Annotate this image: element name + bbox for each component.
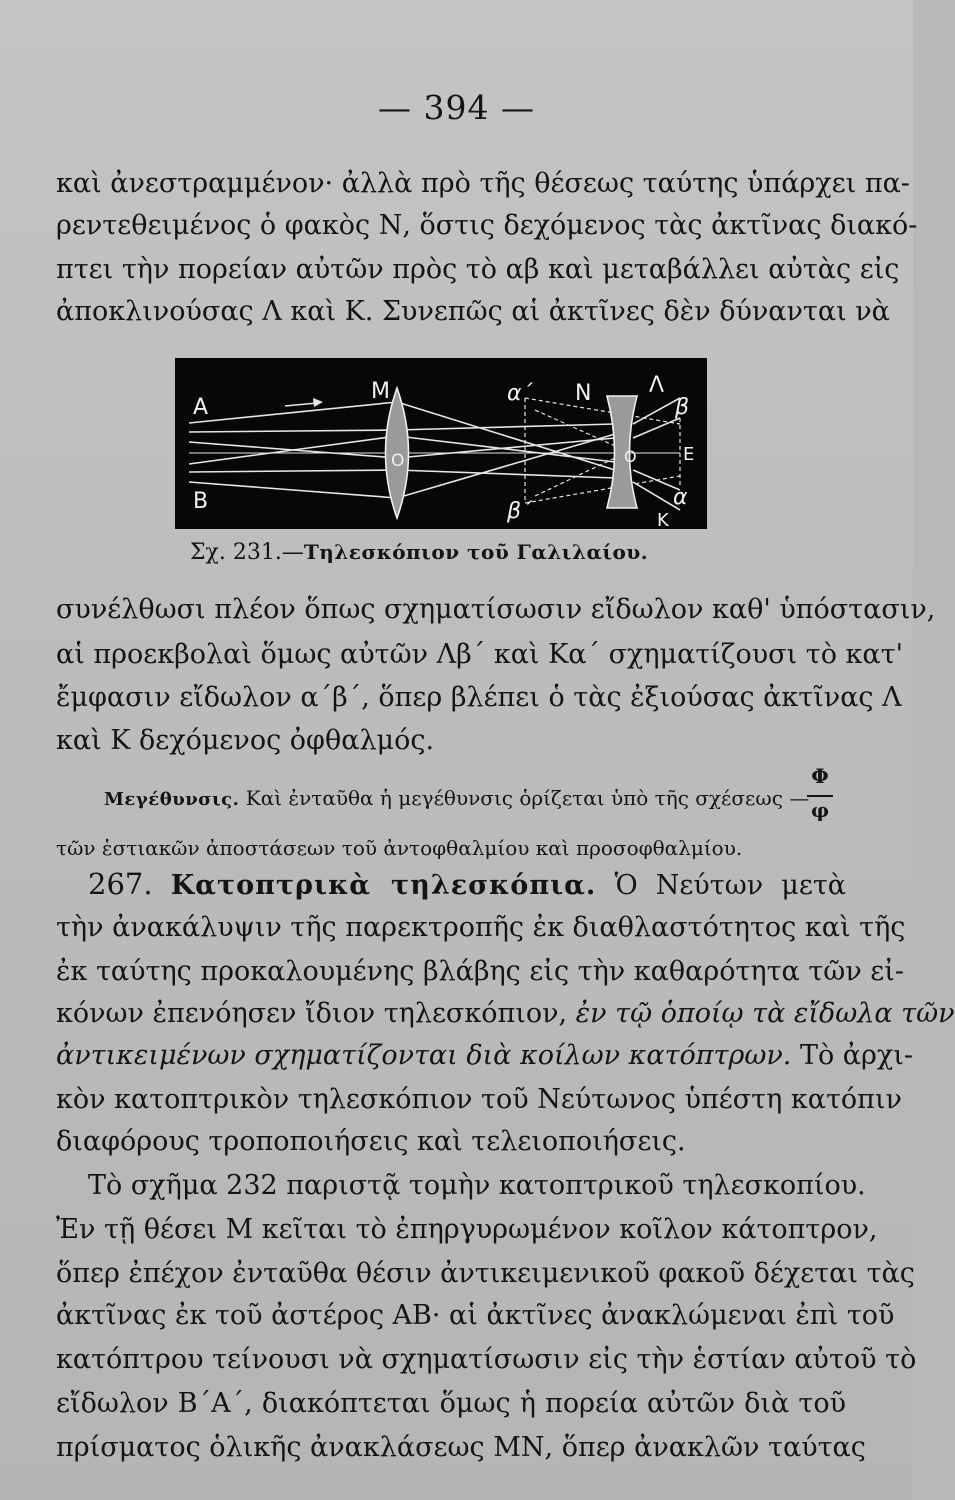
caption-title: Τηλεσκόπιον τοῦ Γαλιλαίου.	[303, 540, 649, 564]
label-a: A	[193, 395, 209, 420]
caption-number: Σχ. 231.—	[190, 540, 304, 565]
fraction-denominator: φ	[810, 798, 830, 822]
focal-ratio-fraction	[805, 764, 835, 828]
text-run: κόνων ἐπενόησεν ἴδιον τηλεσκόπιον,	[56, 998, 568, 1029]
ray-diagram	[175, 358, 707, 529]
text-line: ἐκ ταύτης προκαλουμένης βλάβης εἰς τὴν καθαρότητα τῶν εἰ-	[56, 956, 905, 987]
label-beta: β	[675, 395, 690, 420]
text-line: κὸν κατοπτρικὸν τηλεσκόπιον τοῦ Νεύτωνος ὑπέστη κατόπιν	[56, 1084, 902, 1115]
section-first-line: Ὁ Νεύτων μετὰ	[614, 870, 846, 901]
magnification-line	[104, 780, 810, 818]
section-heading-line	[88, 866, 846, 904]
text-line: κατόπτρου τείνουσι νὰ σχηματίσωσιν εἰς τὴν ἑστίαν αὐτοῦ τὸ	[56, 1344, 917, 1375]
text-line	[56, 1038, 913, 1074]
label-lambda: Λ	[649, 373, 665, 398]
ray	[397, 402, 615, 470]
ray	[189, 482, 397, 498]
text-line: ρεντεθειμένος ὁ φακὸς Ν, ὅστις δεχόμενος τὰς ἀκτῖνας διακό-	[56, 210, 918, 241]
page-number: — 394 —	[378, 88, 535, 127]
ray	[397, 434, 615, 498]
section-number: 267.	[88, 867, 153, 901]
text-line: εἴδωλον Β΄Α΄, διακόπτεται ὅμως ἡ πορεία αὐτῶν διὰ τοῦ	[56, 1388, 846, 1419]
text-line: συνέλθωσι πλέον ὅπως σχηματίσωσιν εἴδωλον καθ' ὑπόστασιν,	[56, 594, 936, 625]
label-b-prime: β΄	[507, 499, 533, 524]
projection-line	[535, 410, 615, 446]
magnification-text: Καὶ ἐνταῦθα ἡ μεγέθυνσις ὁρίζεται ὑπὸ τῆς σχέσεως —	[245, 786, 810, 810]
label-alpha: α	[673, 485, 688, 510]
text-line: πρίσματος ὁλικῆς ἀνακλάσεως ΜΝ, ὅπερ ἀνακλῶν ταύτας	[56, 1432, 866, 1463]
label-m: M	[371, 379, 390, 404]
label-a-prime: α΄	[507, 381, 533, 406]
text-line: ἔμφασιν εἴδωλον α΄β΄, ὅπερ βλέπει ὁ τὰς ἐξιούσας ἀκτῖνας Λ	[56, 682, 902, 713]
ray	[397, 424, 615, 430]
text-line: ὅπερ ἐπέχον ἐνταῦθα θέσιν ἀντικειμενικοῦ φακοῦ δέχεται τὰς	[56, 1258, 915, 1289]
text-line: αἱ προεκβολαὶ ὅμως αὐτῶν Λβ΄ καὶ Κα΄ σχηματίζουσι τὸ κατ'	[56, 639, 904, 670]
label-o2: Ο	[624, 447, 637, 466]
section-title: Κατοπτρικὰ τηλεσκόπια.	[170, 870, 597, 901]
italic-text: ἀντικειμένων σχηματίζονται διὰ κοίλων κατόπτρων.	[56, 1040, 792, 1071]
label-e: E	[683, 444, 695, 465]
text-line: καὶ Κ δεχόμενος ὀφθαλμός.	[56, 725, 435, 756]
magnification-text-2: τῶν ἑστιακῶν ἀποστάσεων τοῦ ἀντοφθαλμίου καὶ προσοφθαλμίου.	[56, 836, 743, 860]
arrow-icon	[313, 398, 323, 407]
text-line: ἀκτῖνας ἐκ τοῦ ἀστέρος ΑΒ· αἱ ἀκτῖνες ἀνακλώμεναι ἐπὶ τοῦ	[56, 1300, 895, 1331]
ray	[189, 470, 397, 472]
label-o: O	[391, 451, 405, 471]
text-line: καὶ ἀνεστραμμένον· ἀλλὰ πρὸ τῆς θέσεως ταύτης ὑπάρχει πα-	[56, 168, 910, 199]
text-line: διαφόρους τροποποιήσεις καὶ τελειοποιήσεις.	[56, 1126, 686, 1157]
ray	[189, 436, 397, 464]
text-run: Τὸ ἀρχι-	[799, 1040, 913, 1071]
text-line: Ἐν τῇ θέσει Μ κεῖται τὸ ἐπηργυρωμένον κοῖλον κάτοπτρον,	[56, 1214, 878, 1245]
text-line: τὴν ἀνακάλυψιν τῆς παρεκτροπῆς ἐκ διαθλαστότητος καὶ τῆς	[56, 912, 906, 943]
label-k: K	[657, 510, 669, 531]
text-line: Τὸ σχῆμα 232 παριστᾷ τομὴν κατοπτρικοῦ τηλεσκοπίου.	[88, 1170, 866, 1201]
magnification-term: Μεγέθυνσις.	[104, 789, 240, 810]
ray	[397, 436, 615, 462]
galilean-telescope-figure	[175, 358, 707, 529]
ray	[397, 438, 615, 458]
text-line: πτει τὴν πορείαν αὐτῶν πρὸς τὸ αβ καὶ μεταβάλλει αὐτὰς εἰς	[56, 254, 900, 285]
fraction-numerator: Φ	[811, 764, 829, 788]
italic-text: ἐν τῷ ὁποίῳ τὰ εἴδωλα τῶν	[575, 998, 955, 1029]
ray	[189, 430, 397, 432]
label-b: B	[193, 489, 209, 514]
text-line	[56, 996, 955, 1032]
figure-caption	[190, 540, 750, 565]
fraction-bar	[807, 795, 833, 797]
text-line: ἀποκλινούσας Λ καὶ Κ. Συνεπῶς αἱ ἀκτῖνες δὲν δύνανται νὰ	[56, 296, 890, 327]
label-n: N	[575, 381, 592, 406]
